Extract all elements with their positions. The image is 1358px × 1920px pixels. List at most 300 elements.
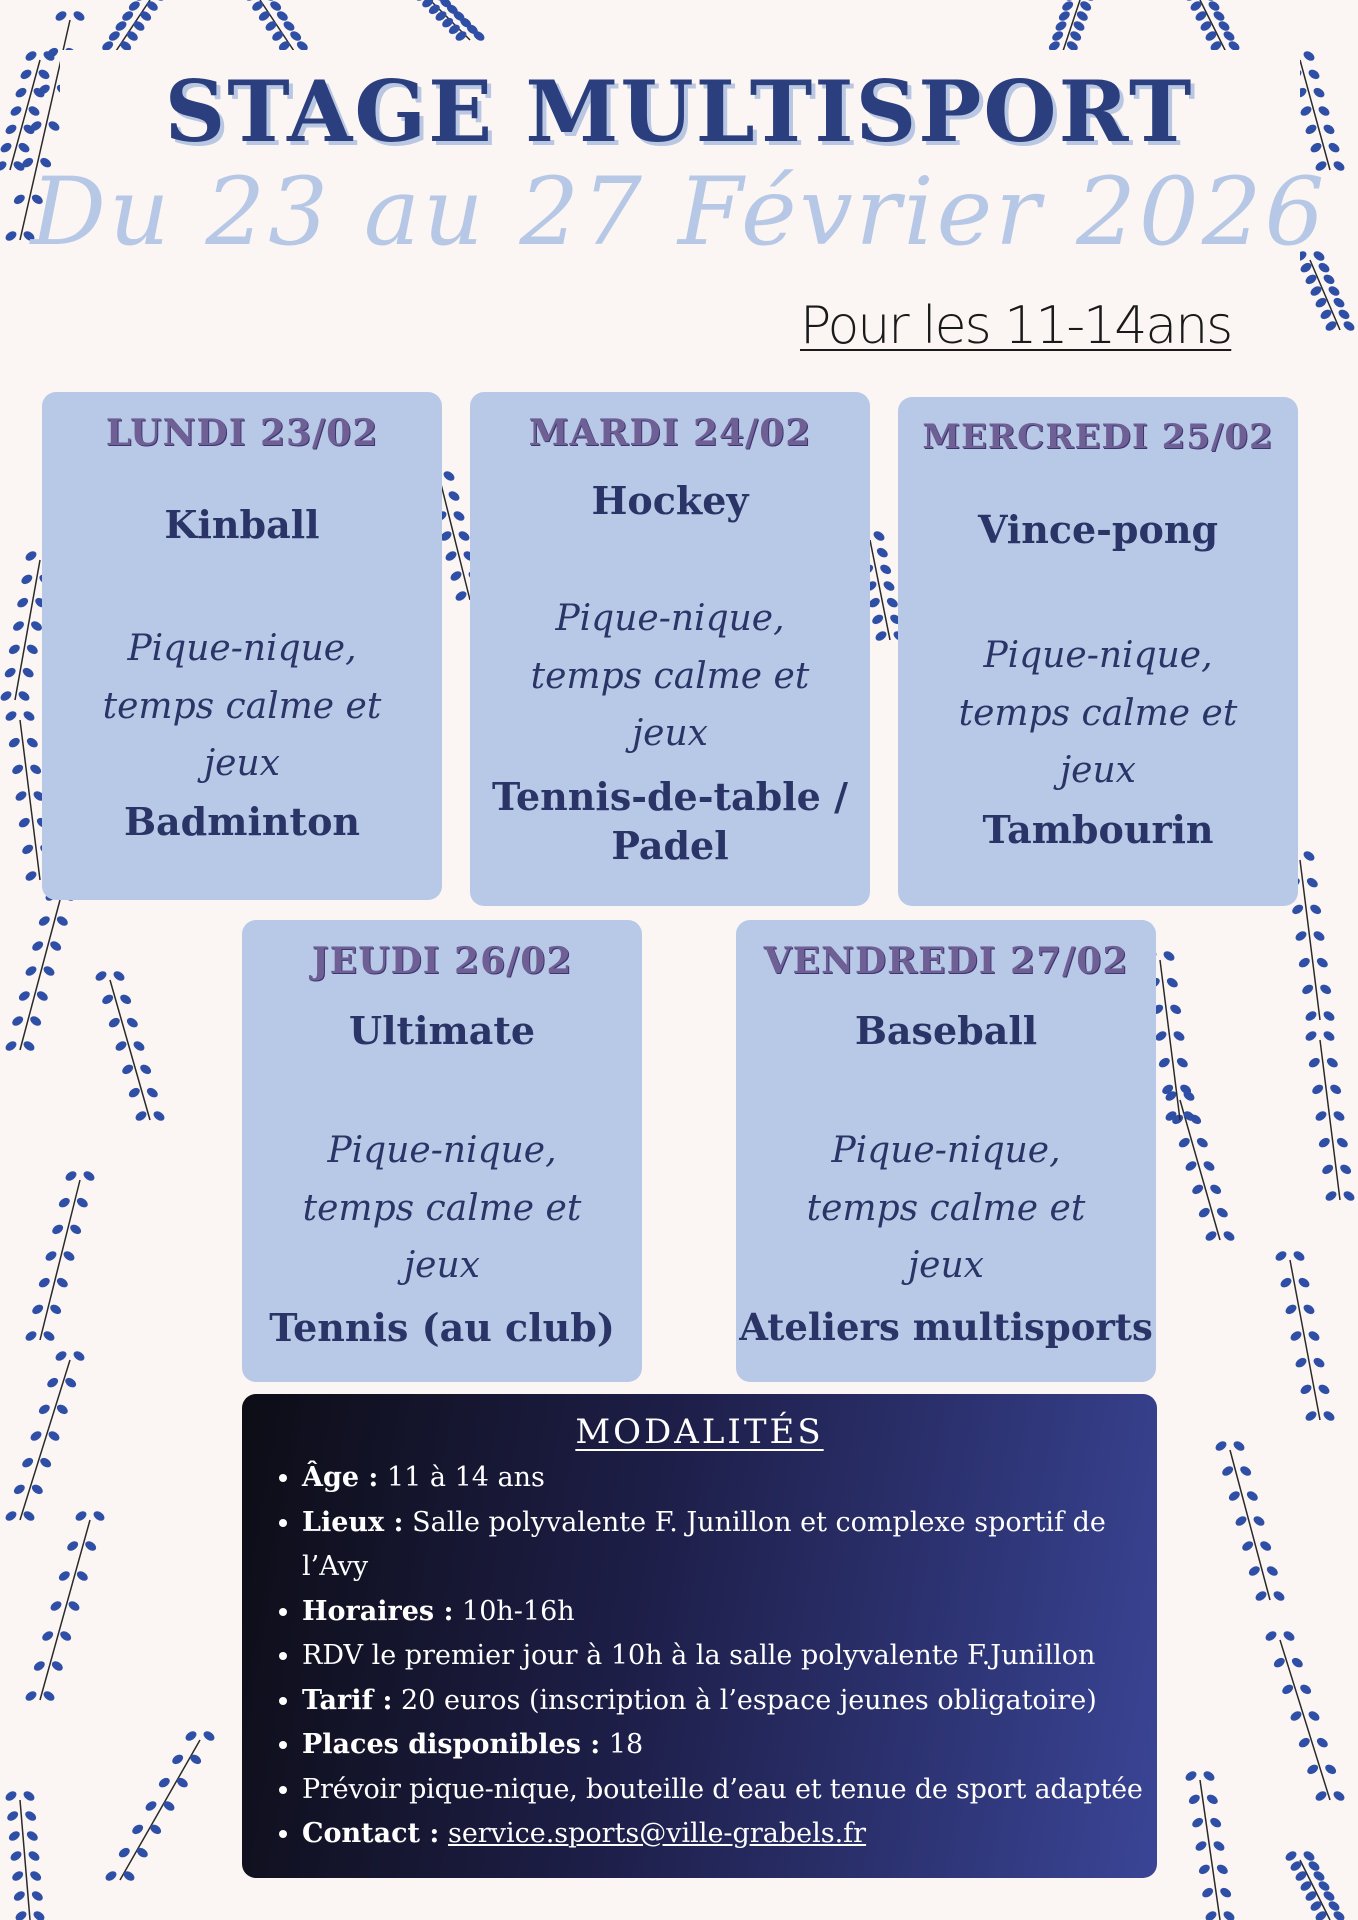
leaf-bud <box>42 964 56 977</box>
leaf-bud <box>1308 903 1322 916</box>
day-name: JEUDI 26/02 <box>311 940 573 982</box>
leaf-bud <box>1208 1183 1222 1196</box>
leaf-bud <box>64 1169 78 1182</box>
leaf-bud <box>104 1869 118 1882</box>
morning-activity: Hockey <box>591 478 749 523</box>
sprig-stem <box>40 1520 90 1700</box>
date-range: Du 23 au 27 Février 2026 <box>30 158 1328 267</box>
lunch-activity: Pique-nique, temps calme et jeux <box>102 628 382 785</box>
leaf-bud <box>145 1086 159 1099</box>
leaf-bud <box>83 1539 97 1552</box>
leaf-bud <box>1184 1159 1198 1172</box>
leaf-bud <box>202 1729 216 1742</box>
leaf-bud <box>452 509 466 522</box>
leaf-bud <box>1284 1849 1298 1862</box>
day-name: MARDI 24/02 <box>528 412 812 454</box>
leaf-bud <box>38 1456 52 1469</box>
leaf-bud <box>17 816 31 829</box>
leaf-bud <box>12 1889 26 1902</box>
leaf-bud <box>12 1483 26 1496</box>
leaf-bud <box>1060 0 1074 13</box>
leaf-bud <box>874 629 888 642</box>
leaf-bud <box>57 1196 71 1209</box>
leaf-bud <box>132 1039 146 1052</box>
leaf-bud <box>24 1689 38 1702</box>
leaf-bud <box>7 643 21 656</box>
leaf-bud <box>50 1659 64 1672</box>
leaf-bud <box>275 9 289 22</box>
leaf-bud <box>144 1799 158 1812</box>
afternoon-activity: Tennis (au club) <box>269 1305 615 1350</box>
list-item <box>302 1590 1162 1635</box>
leaf-bud <box>454 589 468 602</box>
leaf-bud <box>5 1809 19 1822</box>
leaf-bud <box>57 1569 71 1582</box>
leaf-bud <box>1302 1849 1316 1862</box>
leaf-bud <box>0 689 13 702</box>
leaf-bud <box>1289 1329 1303 1342</box>
leaf-bud <box>24 1329 38 1342</box>
leaf-bud <box>1184 1769 1198 1782</box>
leaf-bud <box>134 1109 148 1122</box>
lunch-activity: Pique-nique, temps calme et jeux <box>302 1130 582 1287</box>
modalites-box <box>242 1394 1157 1878</box>
leaf-bud <box>1204 1229 1218 1242</box>
list-item <box>302 1723 1162 1768</box>
horaires-label: Horaires : <box>302 1595 454 1627</box>
leaf-bud <box>30 939 44 952</box>
age-value: 11 à 14 ans <box>378 1462 545 1493</box>
leaf-bud <box>1252 1514 1266 1527</box>
leaf-bud <box>1304 1409 1318 1422</box>
leaf-bud <box>1332 1909 1346 1920</box>
leaf-bud <box>132 19 146 32</box>
leaf-bud <box>20 843 34 856</box>
leaf-bud <box>1214 1439 1228 1452</box>
leaf-bud <box>7 736 21 749</box>
leaf-bud <box>24 869 38 882</box>
leaf-bud <box>1194 1839 1208 1852</box>
tarif-label: Tarif : <box>302 1684 393 1716</box>
leaf-bud <box>1302 1303 1316 1316</box>
leaf-bud <box>1332 1109 1346 1122</box>
leaf-bud <box>62 1249 76 1262</box>
leaf-bud <box>4 1039 18 1052</box>
afternoon-activity: Tennis-de-table / Padel <box>492 774 848 869</box>
leaf-bud <box>100 993 114 1006</box>
leaf-bud <box>1279 1276 1293 1289</box>
leaf-bud <box>107 29 121 42</box>
leaf-bud <box>1187 1793 1201 1806</box>
leaf-bud <box>25 1829 39 1842</box>
leaf-bud <box>42 1329 56 1342</box>
leaf-bud <box>1342 1189 1356 1202</box>
leaf-bud <box>162 1799 176 1812</box>
leaf-bud <box>22 709 36 722</box>
leaf-bud <box>74 1509 88 1522</box>
leaf-bud <box>1289 1709 1303 1722</box>
list-item <box>302 1456 1162 1501</box>
leaf-bud <box>44 1249 58 1262</box>
leaf-bud <box>50 1223 64 1236</box>
leaf-bud <box>1299 1383 1313 1396</box>
leaf-bud <box>1218 1886 1232 1899</box>
leaf-bud <box>1297 1276 1311 1289</box>
leaf-bud <box>14 789 28 802</box>
leaf-bud <box>72 1349 86 1362</box>
leaf-bud <box>24 549 38 562</box>
leaf-bud <box>1157 1056 1171 1069</box>
page-title: STAGE MULTISPORT <box>164 62 1194 161</box>
leaf-bud <box>67 1599 81 1612</box>
leaf-bud <box>114 19 128 32</box>
leaf-bud <box>130 1823 144 1836</box>
leaf-bud <box>10 1014 24 1027</box>
leaf-bud <box>127 1086 141 1099</box>
leaf-bud <box>444 549 458 562</box>
list-item <box>302 1768 1162 1813</box>
leaf-bud <box>1240 1539 1254 1552</box>
leaf-bud <box>28 1869 42 1882</box>
leaf-bud <box>1215 1863 1229 1876</box>
leaf-bud <box>1315 956 1329 969</box>
leaf-bud <box>1202 1159 1216 1172</box>
list-item <box>302 1634 1162 1679</box>
morning-activity: Vince-pong <box>977 507 1219 552</box>
morning-activity: Ultimate <box>348 1008 536 1053</box>
leaf-bud <box>17 689 31 702</box>
leaf-bud <box>138 1063 152 1076</box>
leaf-bud <box>1258 1539 1272 1552</box>
leaf-bud <box>145 0 159 13</box>
leaf-bud <box>1317 1879 1331 1892</box>
leaf-bud <box>1302 849 1316 862</box>
leaf-bud <box>1322 1009 1336 1022</box>
leaf-bud <box>42 1689 56 1702</box>
leaf-bud <box>1322 273 1336 286</box>
leaf-bud <box>11 619 25 632</box>
leaf-bud <box>1265 1564 1279 1577</box>
leaf-bud <box>1222 1909 1236 1920</box>
age-label: Âge : <box>302 1462 379 1493</box>
leaf-bud <box>1302 49 1316 62</box>
leaf-bud <box>49 1599 63 1612</box>
leaf-bud <box>1318 983 1332 996</box>
leaf-bud <box>1177 1136 1191 1149</box>
leaf-bud <box>4 1509 18 1522</box>
leaf-bud <box>1337 308 1351 321</box>
leaf-bud <box>1328 1083 1342 1096</box>
leaf-bud <box>1290 903 1304 916</box>
leaf-bud <box>1245 1489 1259 1502</box>
leaf-bud <box>75 1569 89 1582</box>
leaf-bud <box>1304 1029 1318 1042</box>
leaf-bud <box>92 1509 106 1522</box>
leaf-bud <box>114 1039 128 1052</box>
leaf-bud <box>188 1753 202 1766</box>
leaf-bud <box>125 1016 139 1029</box>
leaf-bud <box>1222 1229 1236 1242</box>
leaf-bud <box>264 19 278 32</box>
leaf-bud <box>1220 1464 1234 1477</box>
contact-label: Contact : <box>302 1818 440 1849</box>
leaf-bud <box>1212 9 1226 22</box>
leaf-bud <box>28 763 42 776</box>
places-value: 18 <box>600 1729 644 1760</box>
leaf-bud <box>1335 1136 1349 1149</box>
leaf-bud <box>1078 0 1092 13</box>
leaf-bud <box>122 1869 136 1882</box>
lieux-value: Salle polyvalente F. Junillon et complexe sportif de l’Avy <box>302 1506 1106 1582</box>
leaf-bud <box>1234 1514 1248 1527</box>
leaf-bud <box>1172 1029 1186 1042</box>
leaf-bud <box>55 1403 69 1416</box>
leaf-bud <box>135 1846 149 1859</box>
morning-activity: Kinball <box>164 502 320 547</box>
leaf-bud <box>35 989 49 1002</box>
leaf-bud <box>1322 1029 1336 1042</box>
leaf-bud <box>1190 1816 1204 1829</box>
leaf-bud <box>40 1629 54 1642</box>
leaf-bud <box>872 529 886 542</box>
leaf-bud <box>288 29 302 42</box>
leaf-bud <box>1317 1383 1331 1396</box>
prevoir-text: Prévoir pique-nique, bouteille d’eau et tenue de sport adaptée <box>302 1773 1143 1805</box>
leaf-bud <box>30 1303 44 1316</box>
leaf-bud <box>58 1629 72 1642</box>
leaf-bud <box>447 489 461 502</box>
leaf-bud <box>250 0 264 13</box>
leaf-bud <box>32 1909 46 1920</box>
leaf-bud <box>1215 1206 1229 1219</box>
leaf-bud <box>1307 1056 1321 1069</box>
leaf-bud <box>1332 1789 1346 1802</box>
leaf-bud <box>1307 1859 1321 1872</box>
afternoon-activity: Badminton <box>123 799 361 844</box>
leaf-bud <box>22 1789 36 1802</box>
leaf-bud <box>118 993 132 1006</box>
leaf-bud <box>1338 1163 1352 1176</box>
leaf-bud <box>72 9 86 22</box>
leaf-bud <box>65 1539 79 1552</box>
leaf-bud <box>1205 1793 1219 1806</box>
leaf-bud <box>1322 1409 1336 1422</box>
leaf-bud <box>54 9 68 22</box>
leaf-bud <box>14 1909 28 1920</box>
leaf-bud <box>29 1429 43 1442</box>
leaf-bud <box>55 914 69 927</box>
leaf-bud <box>20 1456 34 1469</box>
leaf-bud <box>15 596 29 609</box>
day-name: MERCREDI 25/02 <box>922 417 1274 457</box>
leaf-bud <box>1294 929 1308 942</box>
afternoon-activity: Tambourin <box>982 807 1214 852</box>
leaf-bud <box>28 1014 42 1027</box>
leaf-bud <box>1305 876 1319 889</box>
leaf-bud <box>1307 1329 1321 1342</box>
leaf-bud <box>24 49 38 62</box>
leaf-bud <box>148 1823 162 1836</box>
lunch-activity: Pique-nique, temps calme et jeux <box>530 598 810 755</box>
leaf-bud <box>1307 1709 1321 1722</box>
leaf-bud <box>1305 1763 1319 1776</box>
leaf-bud <box>22 1039 36 1052</box>
leaf-bud <box>138 9 152 22</box>
leaf-bud <box>30 1483 44 1496</box>
leaf-bud <box>1197 1863 1211 1876</box>
leaf-bud <box>120 1063 134 1076</box>
leaf-bud <box>1204 1909 1218 1920</box>
day-name: LUNDI 23/02 <box>105 412 379 454</box>
leaf-bud <box>112 969 126 982</box>
leaf-bud <box>1050 29 1064 42</box>
leaf-bud <box>1312 929 1326 942</box>
leaf-bud <box>170 1753 184 1766</box>
leaf-bud <box>1072 19 1086 32</box>
leaf-bud <box>1202 1769 1216 1782</box>
leaf-bud <box>1068 29 1082 42</box>
leaf-bud <box>3 666 17 679</box>
leaf-bud <box>4 709 18 722</box>
rdv-text: RDV le premier jour à 10h à la salle polyvalente F.Junillon <box>302 1640 1096 1671</box>
leaf-bud <box>1282 1629 1296 1642</box>
leaf-bud <box>1314 1789 1328 1802</box>
leaf-bud <box>47 1429 61 1442</box>
leaf-bud <box>152 1109 166 1122</box>
leaf-bud <box>23 1809 37 1822</box>
leaf-bud <box>1254 1589 1268 1602</box>
leaf-bud <box>1327 1899 1341 1912</box>
leaf-bud <box>82 1169 96 1182</box>
day-card-mercredi <box>898 397 1298 906</box>
modalites-title: MODALITÉS <box>575 1412 824 1452</box>
leaf-bud <box>48 939 62 952</box>
leaf-bud <box>17 989 31 1002</box>
leaf-bud <box>449 569 463 582</box>
leaf-bud <box>1227 1489 1241 1502</box>
places-label: Places disponibles : <box>302 1729 601 1760</box>
leaf-bud <box>20 573 34 586</box>
leaf-bud <box>1297 1736 1311 1749</box>
leaf-bud <box>25 736 39 749</box>
leaf-bud <box>257 9 271 22</box>
leaf-bud <box>1195 1136 1209 1149</box>
leaf-bud <box>37 1276 51 1289</box>
leaf-bud <box>45 1376 59 1389</box>
lieux-label: Lieux : <box>302 1506 404 1538</box>
lunch-activity: Pique-nique, temps calme et jeux <box>958 635 1238 792</box>
list-item <box>302 1501 1162 1590</box>
leaf-bud <box>1312 1869 1326 1882</box>
leaf-bud <box>1342 319 1356 332</box>
leaf-bud <box>1054 19 1068 32</box>
sprig-stem <box>1280 1640 1330 1800</box>
leaf-bud <box>127 0 141 13</box>
leaf-bud <box>1222 29 1236 42</box>
leaf-bud <box>1057 9 1071 22</box>
day-card-mardi <box>470 392 870 906</box>
leaf-bud <box>1208 1816 1222 1829</box>
afternoon-activity: Ateliers multisports <box>739 1305 1153 1349</box>
leaf-bud <box>125 29 139 42</box>
leaf-bud <box>1297 956 1311 969</box>
age-group: Pour les 11-14ans <box>800 296 1232 356</box>
leaf-bud <box>1247 1564 1261 1577</box>
leaf-bud <box>55 1276 69 1289</box>
leaf-bud <box>37 914 51 927</box>
leaf-bud <box>7 1829 21 1842</box>
leaf-bud <box>63 1376 77 1389</box>
leaf-bud <box>1312 1356 1326 1369</box>
leaf-bud <box>184 1729 198 1742</box>
leaf-bud <box>1272 1589 1286 1602</box>
leaf-bud <box>282 19 296 32</box>
leaf-bud <box>107 1016 121 1029</box>
leaf-bud <box>1325 1056 1339 1069</box>
leaf-bud <box>10 1869 24 1882</box>
leaf-bud <box>1322 1889 1336 1902</box>
leaf-bud <box>1200 1886 1214 1899</box>
leaf-bud <box>1323 1763 1337 1776</box>
leaf-bud <box>1304 1009 1318 1022</box>
leaf-bud <box>4 1789 18 1802</box>
leaf-bud <box>1272 1656 1286 1669</box>
leaf-bud <box>1207 0 1221 13</box>
leaf-bud <box>1300 983 1314 996</box>
leaf-bud <box>442 469 456 482</box>
leaf-bud <box>1317 1136 1331 1149</box>
leaf-bud <box>22 1509 36 1522</box>
leaf-bud <box>875 546 889 559</box>
contact-email-link[interactable]: service.sports@ville-grabels.fr <box>447 1818 867 1849</box>
leaf-bud <box>1162 949 1176 962</box>
leaf-bud <box>1232 1439 1246 1452</box>
leaf-bud <box>75 1196 89 1209</box>
leaf-bud <box>120 9 134 22</box>
sprig-stem <box>120 1740 200 1880</box>
leaf-bud <box>157 1776 171 1789</box>
leaf-bud <box>1310 1083 1324 1096</box>
day-card-lundi <box>42 392 442 900</box>
leaf-bud <box>1314 1109 1328 1122</box>
leaf-bud <box>1294 1356 1308 1369</box>
leaf-bud <box>175 1776 189 1789</box>
leaf-bud <box>1332 296 1346 309</box>
leaf-bud <box>9 1849 23 1862</box>
leaf-bud <box>1292 1249 1306 1262</box>
leaf-bud <box>1075 9 1089 22</box>
leaf-bud <box>94 969 108 982</box>
leaf-bud <box>270 29 284 42</box>
leaf-bud <box>1238 1464 1252 1477</box>
list-item <box>302 1679 1162 1724</box>
leaf-bud <box>1320 1163 1334 1176</box>
leaf-bud <box>27 1849 41 1862</box>
leaf-bud <box>1280 1683 1294 1696</box>
leaf-bud <box>1168 1003 1182 1016</box>
leaf-bud <box>24 964 38 977</box>
leaf-bud <box>21 666 35 679</box>
leaf-bud <box>1274 1249 1288 1262</box>
leaf-bud <box>37 1403 51 1416</box>
leaf-bud <box>870 613 884 626</box>
leaf-bud <box>1197 1206 1211 1219</box>
leaf-bud <box>1264 1629 1278 1642</box>
lunch-activity: Pique-nique, temps calme et jeux <box>806 1130 1086 1287</box>
leaf-bud <box>32 1659 46 1672</box>
morning-activity: Baseball <box>854 1008 1038 1053</box>
leaf-bud <box>1324 1189 1338 1202</box>
